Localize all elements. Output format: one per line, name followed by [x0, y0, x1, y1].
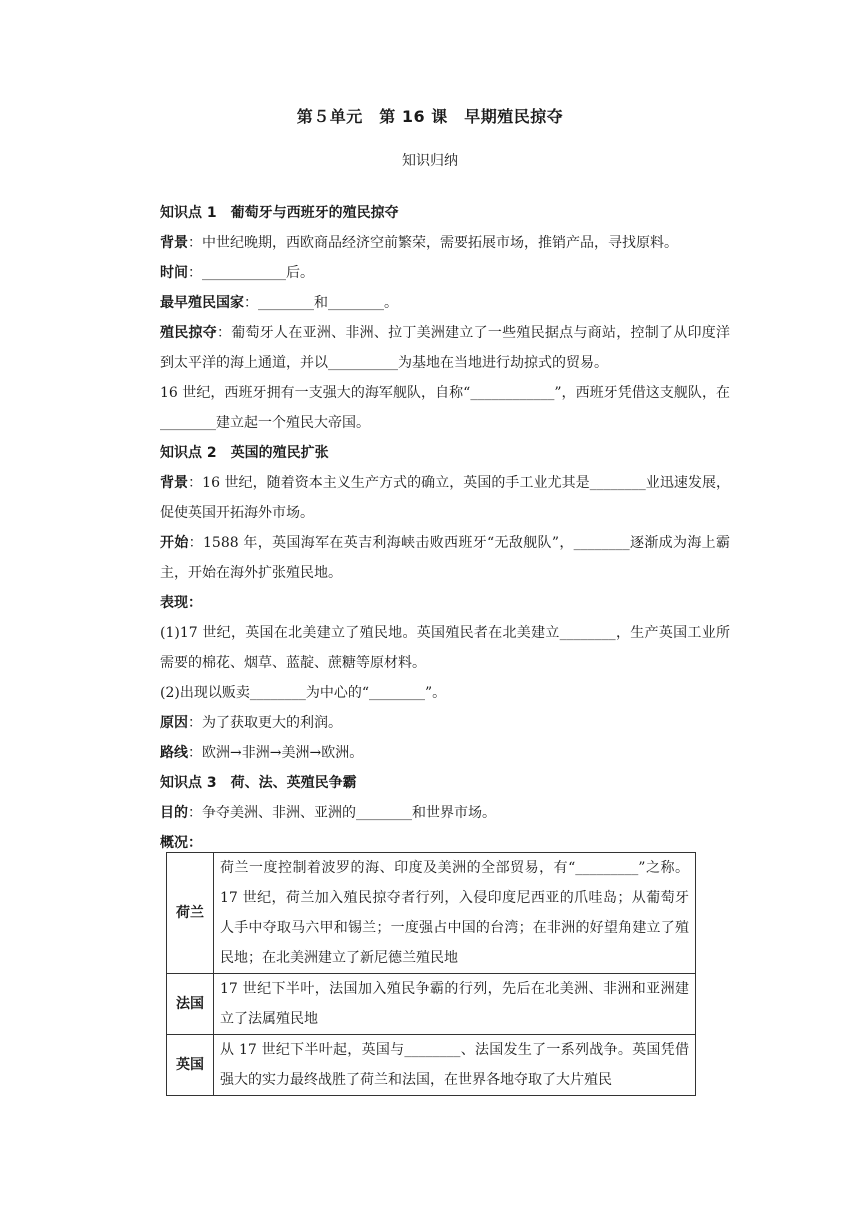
- kp2-background-label: 背景: [160, 475, 189, 491]
- country-cell: 荷兰: [167, 853, 214, 974]
- country-cell: 法国: [167, 974, 214, 1035]
- kp1-earliest-text: ：________和________。: [244, 295, 398, 311]
- kp3-goal: [160, 798, 730, 828]
- kp2-route-text: ：欧洲→非洲→美洲→欧洲。: [188, 745, 364, 761]
- kp3-goal-text: ：争夺美洲、非洲、亚洲的________和世界市场。: [188, 805, 496, 821]
- kp1-time: [160, 258, 730, 288]
- kp2-reason-text: ：为了获取更大的利润。: [188, 715, 342, 731]
- kp1-earliest: [160, 288, 730, 318]
- page-title: 第５单元 第 16 课 早期殖民掠夺: [296, 107, 564, 126]
- section-subtitle: 知识归纳: [402, 153, 458, 169]
- kp2-start: [160, 528, 730, 588]
- kp1-spain: 16 世纪，西班牙拥有一支强大的海军舰队，自称“____________”，西班牙凭借这支舰队，在________建立起一个殖民大帝国。: [160, 385, 730, 431]
- kp3-goal-label: 目的: [160, 805, 188, 821]
- kp3-heading: 知识点 3 荷、法、英殖民争霸: [160, 775, 357, 791]
- kp2-item-1: (1)17 世纪，英国在北美建立了殖民地。英国殖民者在北美建立________，生产英国工业所需要的棉花、烟草、蓝靛、蔗糖等原材料。: [160, 625, 730, 671]
- kp1-background-text: ：中世纪晚期，西欧商品经济空前繁荣，需要拓展市场，推销产品，寻找原料。: [188, 235, 678, 251]
- kp2-reason-label: 原因: [160, 715, 188, 731]
- kp1-plunder-text: ：葡萄牙人在亚洲、非洲、拉丁美洲建立了一些殖民据点与商站，控制了从印度洋到太平洋的海上通道，并以__________为基地在当地进行劫掠式的贸易。: [160, 325, 731, 371]
- kp2-route: [160, 738, 730, 768]
- country-cell: 英国: [167, 1035, 214, 1096]
- kp1-background-label: 背景: [160, 235, 188, 251]
- kp2-item-2: (2)出现以贩卖________为中心的“________”。: [160, 685, 447, 701]
- kp2-background: [160, 468, 730, 528]
- description-cell: 17 世纪下半叶，法国加入殖民争霸的行列，先后在北美洲、非洲和亚洲建立了法属殖民地: [214, 974, 696, 1035]
- description-cell: 荷兰一度控制着波罗的海、印度及美洲的全部贸易，有“_________”之称。17 世纪，荷兰加入殖民掠夺者行列，入侵印度尼西亚的爪哇岛；从葡萄牙人手中夺取马六甲和锡兰；一度强占中国的台湾；在非洲的好望角建立了殖民地；在北美洲建立了新尼德兰殖民地: [214, 853, 696, 974]
- table-row: [167, 974, 696, 1035]
- kp2-start-label: 开始: [160, 535, 189, 551]
- kp2-manifest-label: 表现：: [160, 595, 202, 611]
- kp1-time-label: 时间: [160, 265, 188, 281]
- kp2-start-text: ：1588 年，英国海军在英吉利海峡击败西班牙“无敌舰队”，________逐渐成为海上霸主，开始在海外扩张殖民地。: [160, 535, 730, 581]
- kp2-heading: 知识点 2 英国的殖民扩张: [160, 445, 329, 461]
- kp1-heading: 知识点 1 葡萄牙与西班牙的殖民掠夺: [160, 205, 399, 221]
- colonial-rivalry-table: [166, 852, 696, 1096]
- kp2-reason: [160, 708, 730, 738]
- content-body: [160, 198, 730, 858]
- kp1-time-text: ：____________后。: [188, 265, 314, 281]
- kp3-overview-label: 概况：: [160, 835, 202, 851]
- kp1-earliest-label: 最早殖民国家: [160, 295, 244, 311]
- table-row: [167, 1035, 696, 1096]
- kp1-plunder-label: 殖民掠夺: [160, 325, 218, 341]
- kp2-route-label: 路线: [160, 745, 188, 761]
- kp2-background-text: ：16 世纪，随着资本主义生产方式的确立，英国的手工业尤其是________业迅速发展，促使英国开拓海外市场。: [160, 475, 731, 521]
- kp1-plunder: [160, 318, 730, 378]
- kp1-background: [160, 228, 730, 258]
- description-cell: 从 17 世纪下半叶起，英国与________、法国发生了一系列战争。英国凭借强大的实力最终战胜了荷兰和法国，在世界各地夺取了大片殖民: [214, 1035, 696, 1096]
- table-row: [167, 853, 696, 974]
